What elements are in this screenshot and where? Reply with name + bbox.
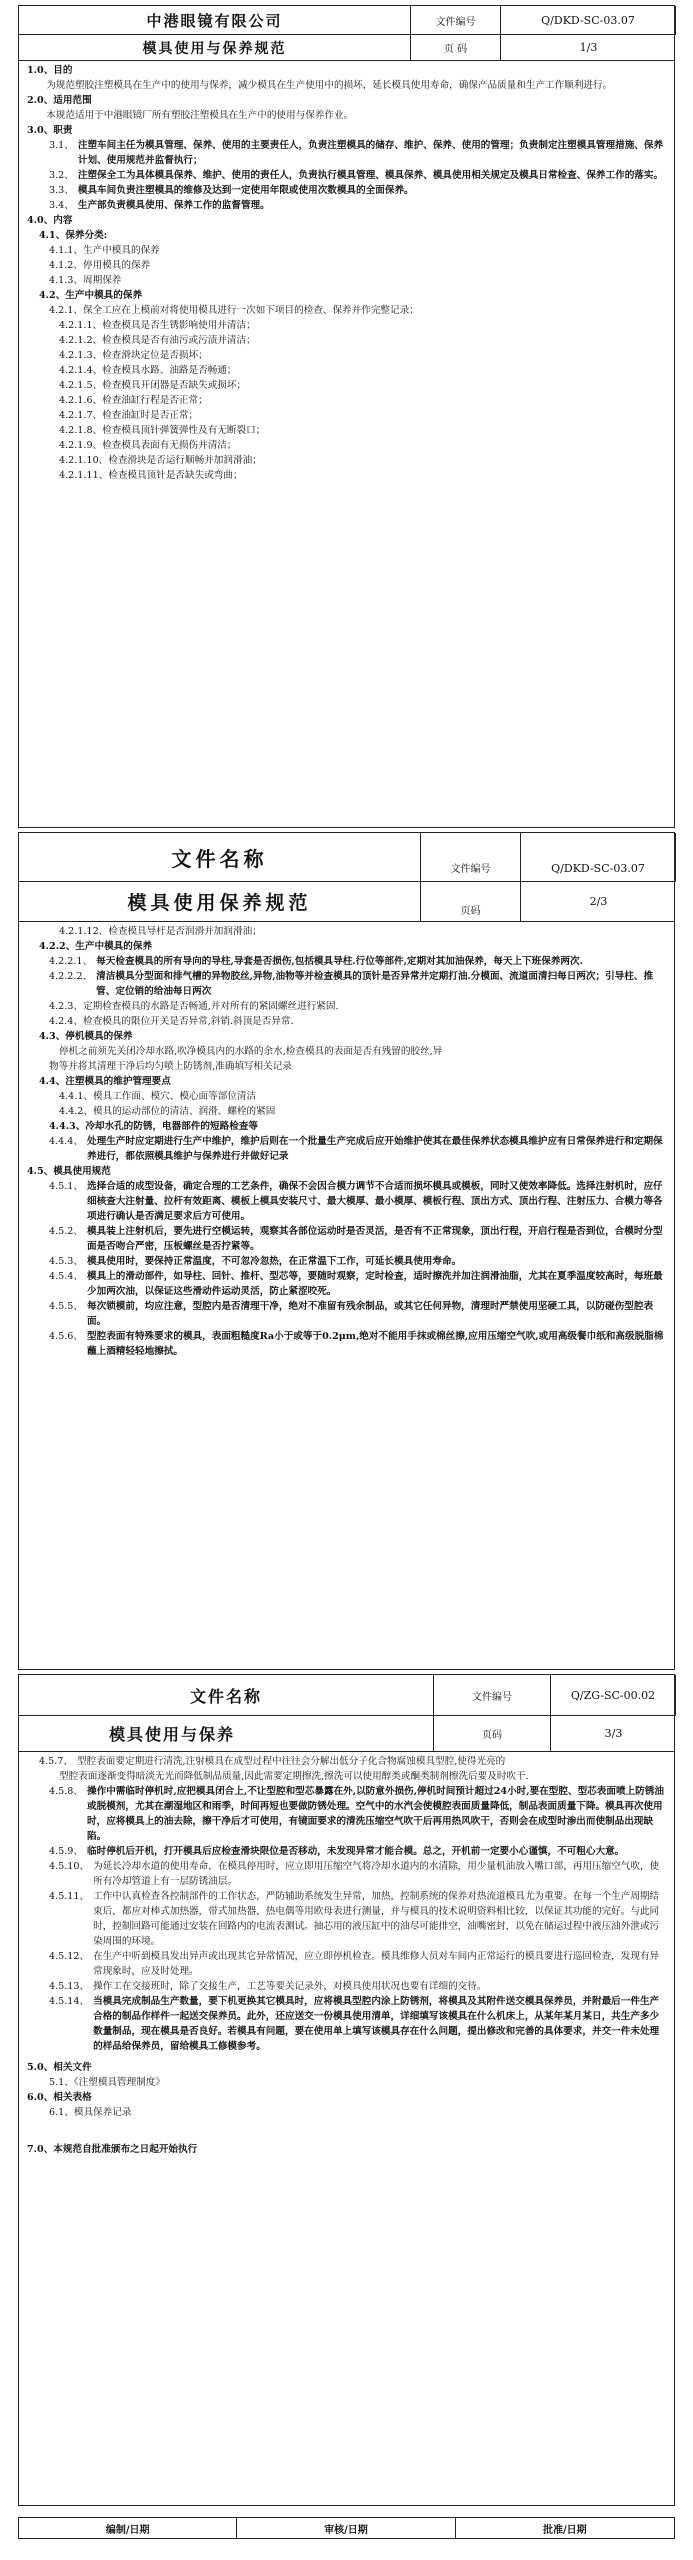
list-item [27,138,666,168]
list-item [27,1949,666,1979]
item-text: 清洁模具分型面和排气槽的异物胶丝,异物,油物等并检查模具的顶针是否异常并定期打油.分模面、流道面清扫每日两次；引导柱、推管、定位销的给油每日两次 [96,971,654,997]
list-item [27,198,666,213]
item-text: 生产部负责模具使用、保养工作的监督管理。 [77,200,270,211]
item-number: 4.5.2、 [49,1226,84,1237]
list-item: 4.2.1.12、检查模具导杆是否润滑并加润滑油； [59,926,262,937]
item-number: 3.1、 [49,140,74,151]
section-heading: 1.0、目的 [27,65,73,76]
item-text: 模具上的滑动部件，如导柱、回针、推杆、型芯等，要随时观察，定时检查，适时擦洗并加注润滑油脂，尤其在夏季温度较高时，每班最少加两次油，以保证这些滑动件运动灵活，防止紧涩咬死。 [87,1271,663,1297]
list-item [27,1269,666,1299]
item-number: 4.2.2.1、 [49,956,93,967]
approver-cell: 批准/日期 [542,2524,587,2536]
page-3-header [19,1675,674,1752]
item-text: 在生产中听到模具发出异声或出现其它异常情况，应立即停机检查。模具维修人员对车间内正常运行的模具要进行巡回检查，发现有异常现象时，应及时处理。 [93,1951,660,1977]
item-text: 选择合适的成型设备，确定合理的工艺条件，确保不会因合模力调节不合适而损坏模具或模板，同时又使效率降低。选择注射机时，应仔细核查大注射量、拉杆有效距离、模板上模具安装尺寸、最大模厚、最小模厚、模板行程、顶出方式、顶出行程、注射压力、合模力等各项进行确认是否满足要求后方可使用。 [87,1181,663,1222]
list-item: 4.2.1.5、检查模具开闭器是否缺失或损坏； [59,380,247,391]
list-item [27,1134,666,1164]
paragraph: 本规范适用于中港眼镜厂所有塑胶注塑模具在生产中的使用与保养作业。 [46,110,354,121]
section-heading: 3.0、职责 [27,125,73,136]
list-item [27,1979,666,1994]
list-item: 4.2.1、保全工应在上模前对将使用模具进行一次如下项目的检查、保养并作完整记录； [49,305,419,316]
list-item: 4.2.1.8、检查模具顶针弹簧弹性及有无断裂口； [59,425,266,436]
item-number: 4.5.9、 [49,1846,84,1857]
section-heading: 6.0、相关表格 [27,2092,92,2103]
doc-no: Q/ZG-SC-00.02 [551,1675,676,1715]
page-2 [18,832,675,1670]
item-text: 工作中认真检查各控制部件的工作状态，严防辅助系统发生异常，加热，控制系统的保养对热流道模具尤为重要。在每一个生产周期结束后，都应对棒式加热器，带式加热器，热电偶等用欧母表进行测量，并与模具的技术说明资料相比较，以保证其功能的完好。与此同时，控制回路可能通过安装在回路内的电流表测试。抽芯用的液压缸中的油尽可能排空，油嘴密封，以免在储运过程中液压油外泄或污染周围的环境。 [93,1891,660,1947]
list-item: 4.2.1.6、检查油缸行程是否正常； [59,395,208,406]
section-heading: 5.0、相关文件 [27,2062,92,2073]
list-item: 6.1、模具保养记录 [49,2107,132,2118]
item-number: 4.5.13、 [49,1981,90,1992]
subsection-heading: 4.3、停机模具的保养 [39,1031,133,1042]
page-label: 页 码 [411,34,501,60]
doc-no: Q/DKD-SC-03.07 [501,6,676,34]
page-number: 2/3 [521,881,676,921]
item-text: 每次锁模前，均应注意，型腔内是否清理干净，绝对不准留有残余制品，或其它任何异物，清理时严禁使用坚硬工具，以防碰伤型腔表面。 [87,1301,654,1327]
list-item [27,183,666,198]
list-item [27,969,666,999]
list-item: 4.2.1.3、检查滑块定位是否损坏； [59,350,208,361]
item-number: 4.5.6、 [49,1331,84,1342]
subsection-heading: 4.1、保养分类: [39,230,108,241]
list-item: 4.2.1.10、检查滑块是否运行顺畅并加润滑油； [59,455,262,466]
page-3 [18,1674,675,2506]
list-item [27,1754,666,1769]
doc-no: Q/DKD-SC-03.07 [521,833,676,881]
item-text: 模具车间负责注塑模具的维修及达到一定使用年限或使用次数模具的全面保养。 [77,185,414,196]
list-item: 4.4.1、模具工作面、模穴、模心面等部位清洁 [59,1091,257,1102]
item-number: 4.5.8、 [49,1786,84,1797]
item-text: 处理生产时应定期进行生产中维护，维护后则在一个批量生产完成后应开始维护使其在最佳保养状态模具维护应有日常保养进行和定期保养进行，都依照模具维护与保养进行并做好记录 [87,1136,663,1162]
subsection-heading: 4.4、注塑模具的维护管理要点 [39,1076,171,1087]
file-name-label: 文件名称 [19,833,421,881]
item-number: 4.5.5、 [49,1301,84,1312]
reviewer-cell: 审核/日期 [237,2518,455,2538]
item-text: 模具使用时，要保持正常温度，不可忽冷忽热，在正常温下工作，可延长模具使用寿命。 [87,1256,462,1267]
list-item [27,954,666,969]
item-number: 4.5.12、 [49,1951,90,1962]
page-3-body [19,1752,674,2159]
item-number: 3.4、 [49,200,74,211]
author-cell: 编制/日期 [19,2518,237,2538]
section-heading: 4.5、模具使用规范 [27,1166,111,1177]
company-name: 中港眼镜有限公司 [19,6,411,34]
list-item: 5.1、《注塑模具管理制度》 [49,2077,165,2088]
list-item: 4.2.1.2、检查模具是否有油污或污渍并清洁； [59,335,256,346]
list-item [27,1179,666,1224]
list-item: 4.4.3、冷却水孔的防锈，电器部件的短路检查等 [49,1121,258,1132]
section-heading: 4.0、内容 [27,215,73,226]
item-number: 4.5.14、 [49,1996,90,2007]
page-1-body [19,61,674,485]
item-text: 临时停机后开机，打开模具后应检查滑块限位是否移动，未发现异常才能合模。总之，开机前一定要小心谨慎，不可粗心大意。 [87,1846,625,1857]
list-item [27,1224,666,1254]
page-2-header [19,833,674,922]
list-item: 4.4.2、模具的运动部位的清洁、润滑、螺栓的紧固 [59,1106,276,1117]
page-label: 页码 [421,881,521,921]
item-text: 操作工在交接班时，除了交接生产，工艺等要关记录外，对模具使用状况也要有详细的交待。 [93,1981,487,1992]
paragraph: 为规范塑胶注塑模具在生产中的使用与保养，减少模具在生产使用中的损坏，延长模具使用寿命，确保产品质量和生产工作顺利进行。 [46,80,613,91]
list-item [27,1859,666,1889]
item-number: 4.5.10、 [49,1861,90,1872]
list-item: 4.2.1.11、检查模具顶针是否缺失或弯曲； [59,470,243,481]
doc-no-label: 文件编号 [421,833,521,881]
section-heading: 2.0、适用范围 [27,95,92,106]
item-number: 4.5.3、 [49,1256,84,1267]
page-number: 3/3 [551,1715,676,1751]
item-number: 4.5.1、 [49,1181,84,1192]
item-text: 型腔表面要定期进行清洗,注射模具在成型过程中往往会分解出低分子化合物腐蚀模具型腔,使得光亮的 [77,1756,506,1767]
list-item [27,1329,666,1359]
item-text: 为延长冷却水道的使用寿命，在模具停用时，应立即用压缩空气将冷却水道内的水清除，用少量机油放入嘴口部，再用压缩空气吹，使所有冷却管道上有一层防锈油层。 [93,1861,660,1887]
list-item: 4.1.2、停用模具的保养 [49,260,151,271]
list-item: 4.2.1.1、检查模具是否生锈影响使用并清洁； [59,320,256,331]
item-number: 3.2、 [49,170,74,181]
doc-title: 模具使用与保养规范 [19,34,411,60]
subsection-heading: 4.2、生产中模具的保养 [39,290,143,301]
list-item: 4.2.4、检查模具的限位开关是否异常,斜销.斜顶是否异常. [49,1016,294,1027]
item-text: 型腔表面有特殊要求的模具，表面粗糙度Ra小于或等于0.2μm,绝对不能用手抹或棉丝擦,应用压缩空气吹,或用高级餐巾纸和高级脱脂棉蘸上酒精轻轻地擦拭。 [87,1331,664,1357]
item-text: 注塑车间主任为模具管理、保养、使用的主要责任人，负责注塑模具的储存、维护、保养、使用的管理；负责制定注塑模具管理措施、保养计划、使用规范并监督执行； [77,140,664,166]
list-item [27,168,666,183]
page-1 [18,5,675,828]
list-item: 4.2.1.7、检查油缸时是否正常； [59,410,199,421]
subsection-heading: 4.2.2、生产中模具的保养 [39,941,153,952]
item-text: 操作中需临时停机时,应把模具闭合上,不让型腔和型芯暴露在外,以防意外损伤,停机时间预计超过24小时,要在型腔、型芯表面喷上防锈油或脱模剂，尤其在潮湿地区和雨季，时间再短也要做防锈处理。空气中的水汽会使模腔表面质量降低，制品表面质量下降。模具再次使用时，应将模具上的油去除，擦干净后才可使用，有镜面要求的清洗压缩空气吹干后再用热风吹干，否则会在成型时渗出而使制品出现缺陷。 [87,1786,664,1842]
page-2-body [19,922,674,1361]
list-item [27,1994,666,2054]
item-text: 当模具完成制品生产数量，要下机更换其它模具时，应将模具型腔内涂上防锈剂，将模具及其附件送交模具保养员，并附最后一件生产合格的制品作样件一起送交保养员。此外，还应送交一份模具使用清单，详细填写该模具在什么机床上，从某年某月某日，共生产多少数量制品，现在模具是否良好。若模具有问题，要在使用单上填写该模具存在什么问题，提出修改和完善的具体要求，并交一件未处理的样品给保养员，留给模具工修模参考。 [93,1996,660,2052]
item-text: 注塑保全工为具体模具保养、维护、使用的责任人，负责执行模具管理、模具保养、模具使用相关规定及模具日常检查、保养工作的落实。 [77,170,664,181]
item-text: 模具装上注射机后，要先进行空模运转，观察其各部位运动时是否灵活，是否有不正常现象，顶出行程，开启行程是否到位，合模时分型面是否吻合严密，压板螺丝是否拧紧等。 [87,1226,663,1252]
list-item: 4.2.1.4、检查模具水路、油路是否畅通； [59,365,237,376]
doc-title: 模具使用与保养 [19,1715,434,1751]
item-number: 4.4.4、 [49,1136,84,1147]
list-item [27,1254,666,1269]
paragraph: 物等并将其清理干净后均匀喷上防锈剂,准确填写相关记录 [49,1061,292,1072]
list-item [27,1844,666,1859]
list-item [27,1889,666,1949]
list-item [27,1299,666,1329]
item-text: 每天检查模具的所有导向的导柱,导套是否损伤,包括模具导柱.行位等部件,定期对其加油保养，每天上下班保养两次. [96,956,583,967]
list-item: 4.2.1.9、检查模具表面有无损伤并清洁； [59,440,237,451]
signature-row [18,2517,675,2539]
item-number: 4.2.2.2、 [49,971,93,982]
paragraph: 型腔表面逐渐变得暗淡无光而降低制品质量,因此需要定期擦洗,擦洗可以使用醇类或酮类制剂擦洗后要及时吹干. [59,1771,529,1782]
page-1-header [19,6,674,61]
list-item: 4.2.3、定期检查模具的水路是否畅通,并对所有的紧固螺丝进行紧固. [49,1001,339,1012]
page-number: 1/3 [501,34,676,60]
page-label: 页码 [434,1715,551,1751]
doc-no-label: 文件编号 [434,1675,551,1715]
paragraph: 停机之前须先关闭冷却水路,吹净模具内的水路的余水,检查模具的表面是否有残留的胶丝,异 [59,1046,443,1057]
item-number: 3.3、 [49,185,74,196]
list-item [27,1784,666,1844]
file-name-label: 文件名称 [19,1675,434,1715]
list-item: 4.1.1、生产中模具的保养 [49,245,160,256]
list-item: 4.1.3、周期保养 [49,275,122,286]
doc-no-label: 文件编号 [411,6,501,34]
section-heading: 7.0、本规范自批准颁布之日起开始执行 [27,2144,198,2155]
doc-title: 模具使用保养规范 [19,881,421,921]
item-number: 4.5.7、 [39,1756,74,1767]
item-number: 4.5.11、 [49,1891,90,1902]
item-number: 4.5.4、 [49,1271,84,1282]
